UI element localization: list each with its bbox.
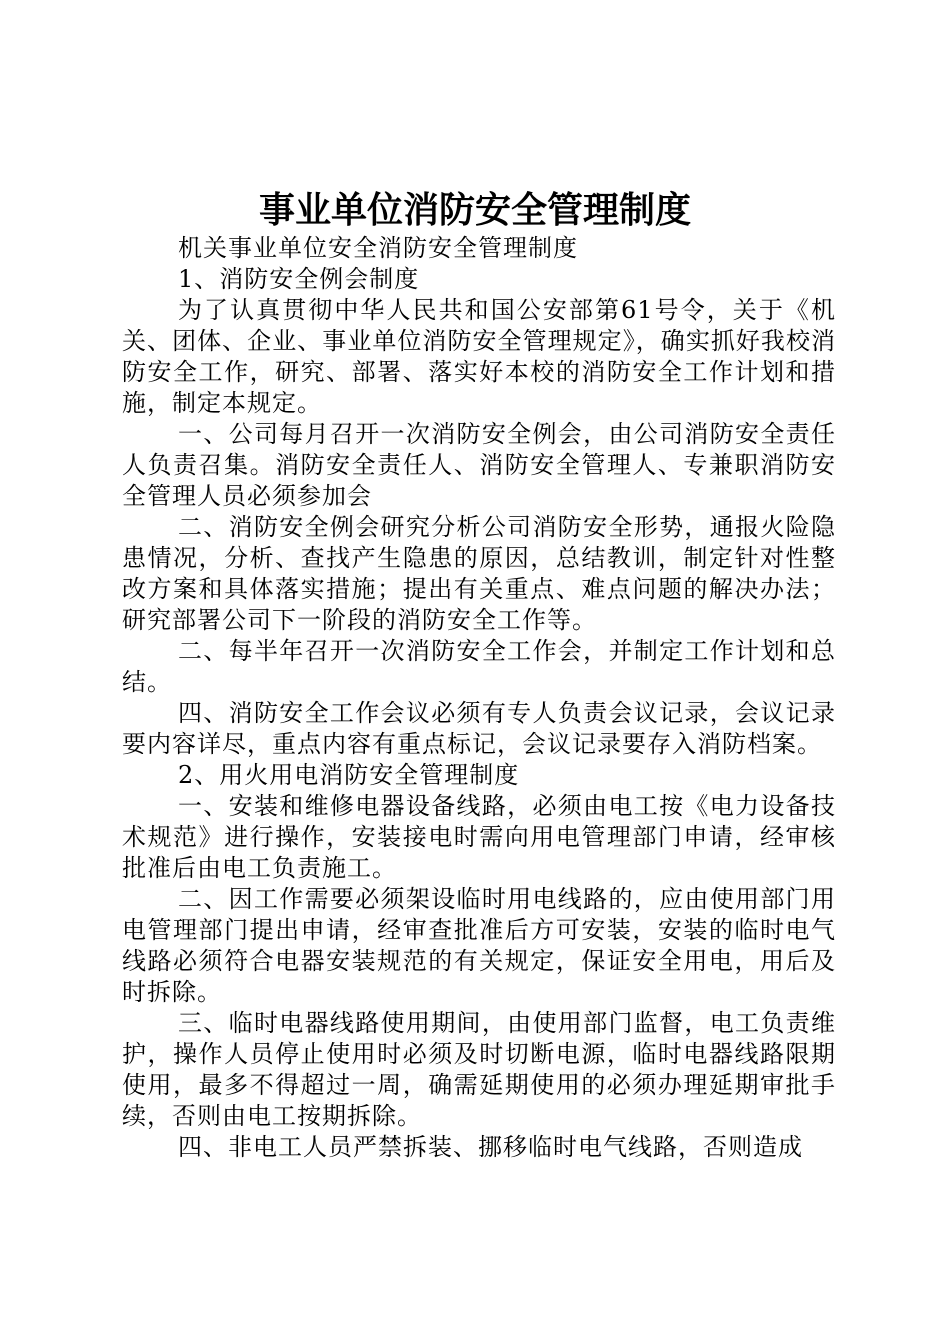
body-paragraph: 二、每半年召开一次消防安全工作会，并制定工作计划和总结。 — [122, 637, 836, 696]
section-heading: 1、消防安全例会制度 — [178, 265, 420, 293]
body-paragraph: 四、非电工人员严禁拆装、挪移临时电气线路，否则造成 — [178, 1133, 803, 1161]
body-paragraph: 二、因工作需要必须架设临时用电线路的，应由使用部门用电管理部门提出申请，经审查批准后方可安装，安装的临时电气线路必须符合电器安装规范的有关规定，保证安全用电，用后及时拆除。 — [122, 885, 836, 1006]
section-heading: 2、用火用电消防安全管理制度 — [178, 761, 520, 789]
body-paragraph: 二、消防安全例会研究分析公司消防安全形势，通报火险隐患情况，分析、查找产生隐患的原因，总结教训，制定针对性整改方案和具体落实措施；提出有关重点、难点问题的解决办法；研究部署公司下一阶段的消防安全工作等。 — [122, 513, 836, 634]
body-paragraph: 一、安装和维修电器设备线路，必须由电工按《电力设备技术规范》进行操作，安装接电时需向用电管理部门申请，经审核批准后由电工负责施工。 — [122, 792, 836, 882]
body-paragraph: 为了认真贯彻中华人民共和国公安部第61号令，关于《机关、团体、企业、事业单位消防安全管理规定》，确实抓好我校消防安全工作，研究、部署、落实好本校的消防安全工作计划和措施，制定本规定。 — [122, 296, 836, 417]
body-paragraph: 一、公司每月召开一次消防安全例会，由公司消防安全责任人负责召集。消防安全责任人、消防安全管理人、专兼职消防安全管理人员必须参加会 — [122, 420, 836, 510]
body-paragraph: 机关事业单位安全消防安全管理制度 — [178, 234, 578, 262]
document-title: 事业单位消防安全管理制度 — [258, 189, 691, 231]
body-paragraph: 三、临时电器线路使用期间，由使用部门监督，电工负责维护，操作人员停止使用时必须及时切断电源，临时电器线路限期使用，最多不得超过一周，确需延期使用的必须办理延期审批手续，否则由电工按期拆除。 — [122, 1009, 836, 1130]
body-paragraph: 四、消防安全工作会议必须有专人负责会议记录，会议记录要内容详尽，重点内容有重点标记，会议记录要存入消防档案。 — [122, 699, 836, 758]
document-body — [122, 233, 836, 1163]
